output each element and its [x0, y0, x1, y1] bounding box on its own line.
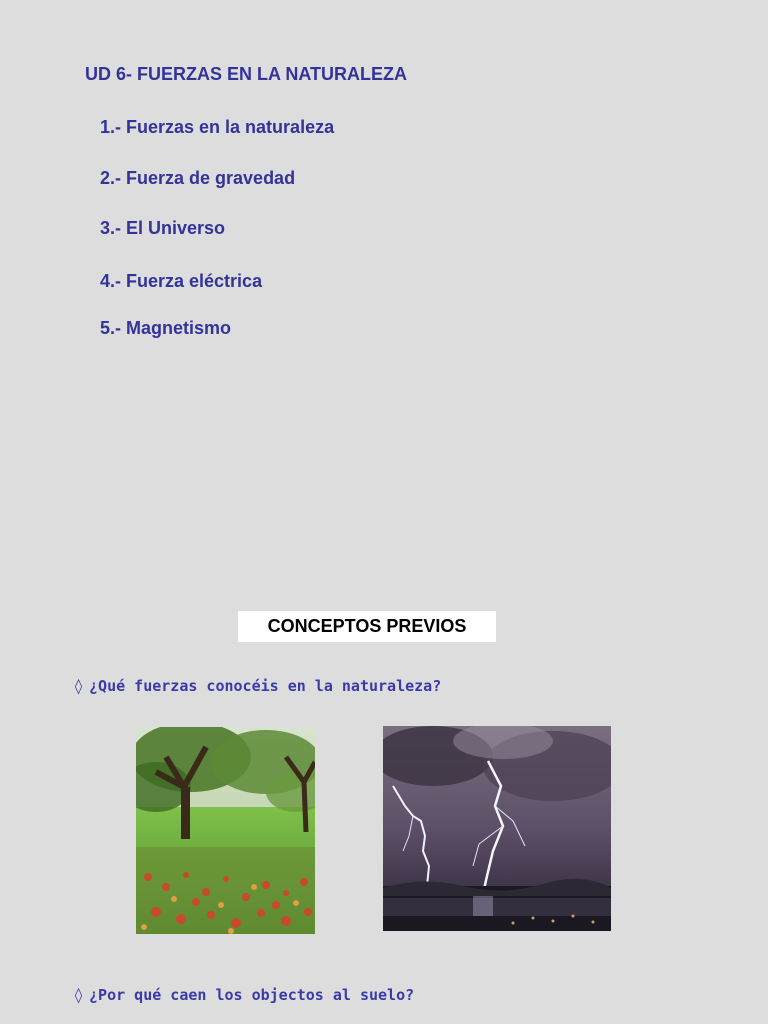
topic-item: 1.- Fuerzas en la naturaleza	[100, 117, 335, 137]
topic-item: 2.- Fuerza de gravedad	[100, 168, 296, 188]
question-2	[74, 986, 414, 1004]
page-title: UD 6- FUERZAS EN LA NATURALEZA	[85, 64, 407, 84]
topic-item: 3.- El Universo	[100, 218, 226, 238]
question-1	[74, 677, 441, 695]
topic-item: 5.- Magnetismo	[100, 318, 232, 338]
concepts-heading: CONCEPTOS PREVIOS	[238, 611, 496, 642]
orchard-photo	[136, 727, 315, 934]
diamond-icon: ◊	[74, 677, 84, 695]
diamond-icon: ◊	[74, 986, 84, 1004]
topic-item: 4.- Fuerza eléctrica	[100, 271, 263, 291]
question-text: ¿Qué fuerzas conocéis en la naturaleza?	[89, 677, 442, 695]
question-text: ¿Por qué caen los objectos al suelo?	[89, 986, 415, 1004]
lightning-photo	[383, 726, 611, 931]
